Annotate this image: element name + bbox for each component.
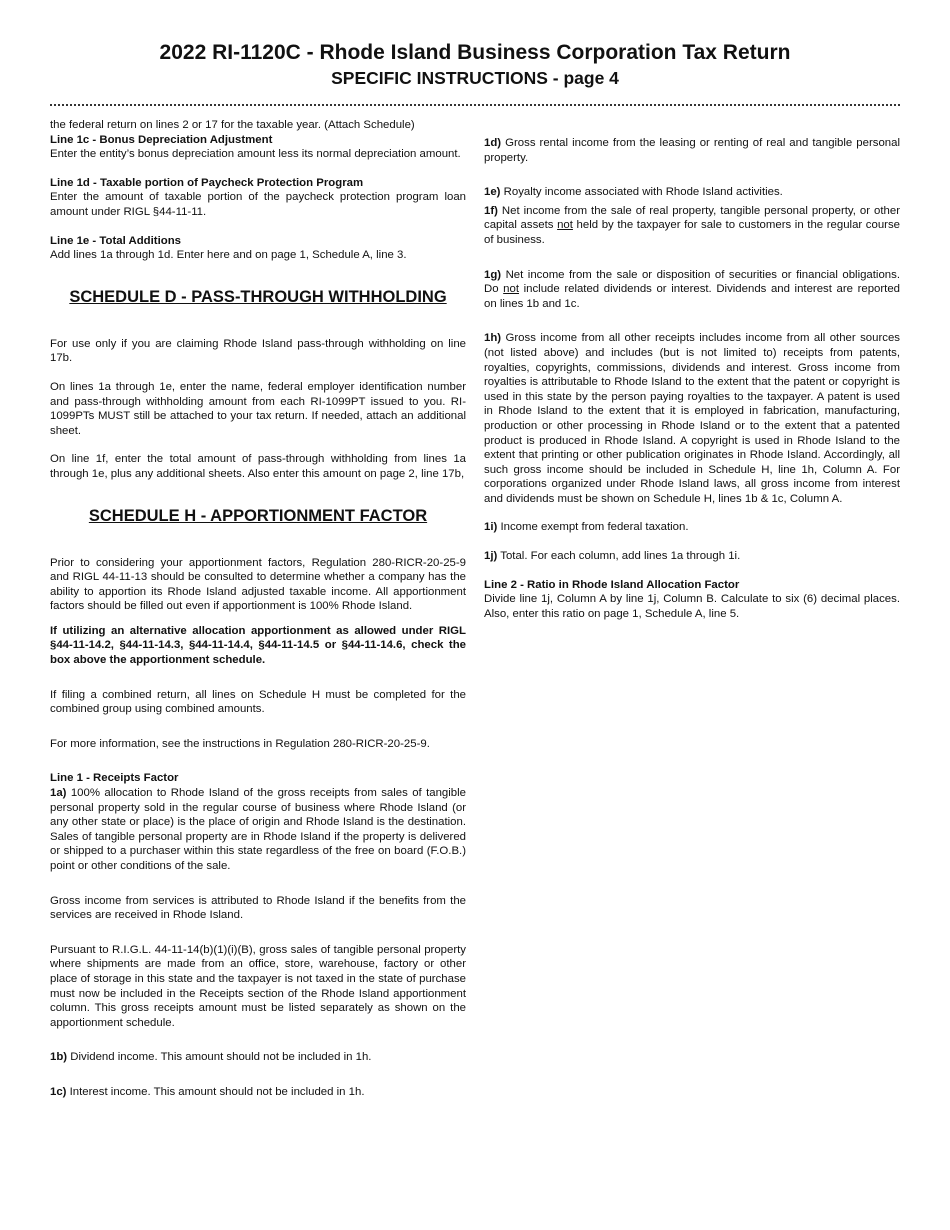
schedule-d-title: SCHEDULE D - PASS-THROUGH WITHHOLDING xyxy=(69,287,447,306)
line-1e-royalty-text: 1e) Royalty income associated with Rhode Island activities. xyxy=(484,186,783,199)
line-1h-label: 1h) xyxy=(484,332,502,345)
page-title: 2022 RI-1120C - Rhode Island Business Corporation Tax Return xyxy=(159,41,791,64)
page-subtitle: SPECIFIC INSTRUCTIONS - page 4 xyxy=(331,68,619,88)
schedule-h-para-2: If utilizing an alternative allocation apportionment as allowed under RIGL §44-11-14.2, §44-11-14.3, §44-11-14.4, §44-11-14.5 or §44-11-14.6, check the box above the apportionment schedule. xyxy=(50,624,466,667)
schedule-d-para-2: On lines 1a through 1e, enter the name, federal employer identification number and pass-through withholding amount from each RI-1099PT issued to you. RI-1099PTs MUST still be attached to your tax return. If needed, attach an additional sheet. xyxy=(50,380,466,437)
line-1d-text: Enter the amount of taxable portion of the paycheck protection program loan amount under RIGL §44-11-11. xyxy=(50,191,466,218)
line-1f-label: 1f) xyxy=(484,204,498,217)
line-1d-label: 1d) xyxy=(484,137,502,149)
left-column xyxy=(50,118,466,1100)
line-1e-heading: Line 1e - Total Additions xyxy=(50,234,181,247)
line-1d-rental-text: 1d) Gross rental income from the leasing or renting of real and tangible personal property. xyxy=(484,137,900,164)
schedule-h-para-4: For more information, see the instructions in Regulation 280-RICR-20-25-9. xyxy=(50,737,430,750)
line-1e-label: 1e) xyxy=(484,186,501,199)
schedule-d-para-1: For use only if you are claiming Rhode Island pass-through withholding on line 17b. xyxy=(50,337,466,365)
right-column xyxy=(484,136,900,621)
line-1g-text: 1g) Net income from the sale or disposition of securities or financial obligations. Do not include related dividends or interest. Dividends and interest are reported on lines 1b and 1c. xyxy=(484,268,900,310)
intro-text: the federal return on lines 2 or 17 for the taxable year. (Attach Schedule) xyxy=(50,119,415,131)
line-1-heading: Line 1 - Receipts Factor xyxy=(50,772,179,785)
services-text: Gross income from services is attributed to Rhode Island if the benefits from the services are received in Rhode Island. xyxy=(50,894,466,922)
line-1e-text: Add lines 1a through 1d. Enter here and on page 1, Schedule A, line 3. xyxy=(50,249,407,262)
line-2-heading: Line 2 - Ratio in Rhode Island Allocation Factor xyxy=(484,578,740,591)
line-1c-interest-text: 1c) Interest income. This amount should not be included in 1h. xyxy=(50,1085,365,1098)
line-1d-heading: Line 1d - Taxable portion of Paycheck Protection Program xyxy=(50,176,364,189)
line-1j-text: 1j) Total. For each column, add lines 1a through 1i. xyxy=(484,550,741,563)
line-1i-text: 1i) Income exempt from federal taxation. xyxy=(484,521,689,534)
line-1c-label: 1c) xyxy=(50,1085,67,1098)
schedule-d-para-3: On line 1f, enter the total amount of pass-through withholding from lines 1a through 1e, plus any additional sheets. Also enter this amount on page 2, line 17b, xyxy=(50,453,466,480)
header-divider xyxy=(50,104,900,106)
schedule-h-title: SCHEDULE H - APPORTIONMENT FACTOR xyxy=(88,506,428,525)
line-1b-label: 1b) xyxy=(50,1051,68,1064)
line-1a-text: 1a) 100% allocation to Rhode Island of the gross receipts from sales of tangible personal property sold in the regular course of business where Rhode Island (or any other state or place) is the place of origin and Rhode Island is the destination. Sales of tangible personal property are in Rhode Island if the property is delivered or shipped to a purchaser within this state regardless of the free on board (F.O.B.) point or other conditions of the sale. xyxy=(50,787,466,872)
line-1c-heading: Line 1c - Bonus Depreciation Adjustment xyxy=(50,133,273,146)
line-2-text: Divide line 1j, Column A by line 1j, Column B. Calculate to six (6) decimal places. Also, enter this ratio on page 1, Schedule A, line 5. xyxy=(484,593,900,620)
line-1j-label: 1j) xyxy=(484,550,498,563)
line-1h-text: 1h) Gross income from all other receipts includes income from all other sources (not listed above) and includes (but is not limited to) receipts from patents, royalties, copyrights, commissions, dividends and interest. Gross income from royalties is attributable to Rhode Island to the extent that the patent or copyright is used in this state by the person paying royalties to the taxpayer. A patent is used in Rhode Island to the extent that it is employed in fabrication, manufacturing, production or other processing in Rhode Island or to the extent that a patented product is produced in Rhode Island. A copyright is used in Rhode Island to the extent that printing or other publication originates in Rhode Island. Accordingly, all such gross income should be included in Schedule H, line 1h, Column A. For corporations organized under Rhode Island laws, all gross income from interest and dividends must be shown on Schedule H, lines 1b & 1c, Column A. xyxy=(484,332,900,505)
line-1f-text: 1f) Net income from the sale of real property, tangible personal property, or other capital assets not held by the taxpayer for sale to customers in the regular course of business. xyxy=(484,204,900,246)
line-1b-text: 1b) Dividend income. This amount should not be included in 1h. xyxy=(50,1051,372,1064)
schedule-h-para-1: Prior to considering your apportionment factors, Regulation 280-RICR-20-25-9 and RIGL 44-11-13 should be consulted to determine whether a company has the ability to apportion its Rhode Island adjusted taxable income. All apportionment factors should be filled out even if apportionment is 100% Rhode Island. xyxy=(50,556,466,613)
line-1g-label: 1g) xyxy=(484,268,502,281)
line-1a-label: 1a) xyxy=(50,787,67,800)
line-1i-label: 1i) xyxy=(484,521,498,534)
schedule-h-para-3: If filing a combined return, all lines on Schedule H must be completed for the combined group using combined amounts. xyxy=(50,688,466,716)
pursuant-text: Pursuant to R.I.G.L. 44-11-14(b)(1)(i)(B), gross sales of tangible personal property where shipments are made from an office, store, warehouse, factory or other place of storage in this state and the taxpayer is not taxed in the state of purchase must now be included in the Receipts section of the Rhode Island apportionment column. This gross receipts amount must be listed separately as shown on the apportionment schedule. xyxy=(50,943,466,1029)
line-1c-text: Enter the entity’s bonus depreciation amount less its normal depreciation amount. xyxy=(50,148,461,161)
